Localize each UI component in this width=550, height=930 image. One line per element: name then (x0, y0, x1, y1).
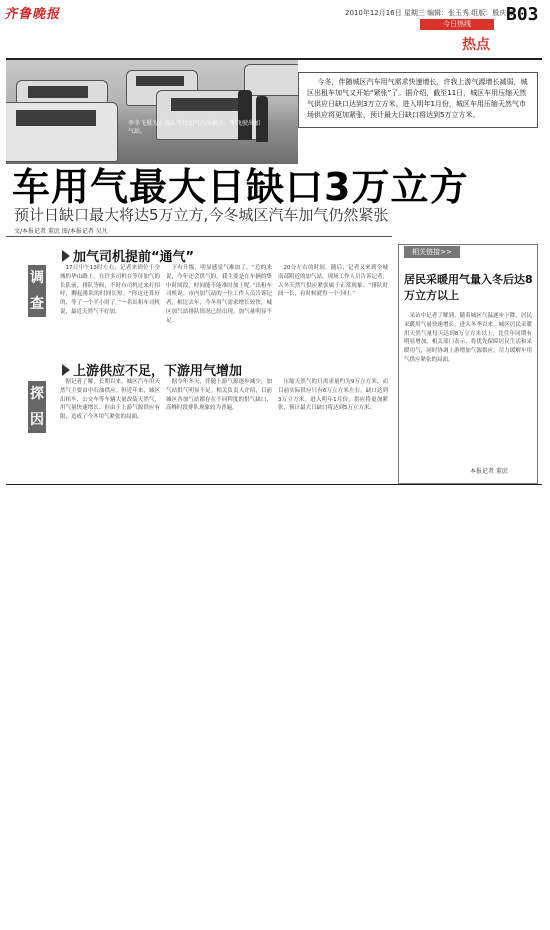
section1-column-3: 20分左右的时间。随后，记者又来到全城南部附近的加气站，现场工作人员告诉记者，入冬天然气供应紧张属于正常现象。“排队时间一长，有时候就得一个小时。” (278, 265, 389, 298)
section2-column-3: 压缩天然气的日需求量约为9万立方米，而目前实际供应只有6万立方米左右，缺口达到3万立方米。进入明年1月份，供应将更加紧张，预计最大日缺口将达到5万立方米。 (278, 379, 388, 412)
section-tag-2 (28, 381, 46, 433)
section-heading-2-text: 上游供应不足，下游用气增加 (73, 364, 243, 379)
triangle-icon (62, 250, 70, 262)
page-number: B03 (506, 4, 539, 25)
section-heading-2 (62, 360, 242, 379)
photo-caption: 李冬飞摄为正排队等待加气的出租车。明飞驶出加气站。 (128, 120, 261, 135)
topic-label: 热点 (462, 37, 490, 53)
headline: 车用气最大日缺口3万立方 (12, 165, 469, 209)
section-tag-2-char: 因 (30, 412, 44, 428)
news-photo (6, 60, 298, 164)
sidebar-author: 本报记者 董庶 (470, 468, 508, 475)
related-links-tab: 相关链接>> (404, 246, 460, 258)
section-heading-1 (62, 246, 194, 265)
section-heading-1-text: 加气司机提前“通气” (73, 250, 195, 265)
section2-column-2: 据今年冬天，伴随上游气源逐步减少，加气站供气明显不足。相关负责人介绍，目前城区各加气站都存在不同程度的供气缺口，高峰时段排队现象较为普遍。 (166, 379, 272, 412)
byline: 文/本报记者 董庶 图/本报记者 吴凡 (14, 228, 108, 235)
section-label: 今日热线 (420, 19, 494, 30)
issue-info: 2010年12月16日 星期三 编辑：张玉秀 组版：殷庆海 (345, 9, 514, 17)
section-tag-1-char: 查 (30, 296, 44, 312)
sidebar-body: 采访中记者了解到，随着城区气温逐步下降，居民采暖用气量快速增长。进入冬季以来，城区居民采暖用天然气量每天达到8万立方米以上，比往年同期有明显增加。相关部门表示，将优先保障居民生活和采暖用气，同时协调上游增加气源供应，尽力缓解车用气供应紧张的局面。 (404, 313, 532, 363)
section1-column-1: 17日中午13时左右，记者来到位于全城的华山路上。在许多司机在等待加气的长队前，排队等候，不时有司机过来打招呼，聊起排队的时间长短。“你这还算好的，等了一个半小时了。”一名出租车司机说，最近天然气不好加。 (60, 265, 160, 315)
divider (6, 236, 392, 237)
sidebar-title: 居民采暖用气量入冬后达8万立方以上 (404, 273, 533, 302)
section-tag-1 (28, 265, 46, 317)
newspaper-logo: 齐鲁晚报 (4, 7, 61, 22)
lead-summary (298, 72, 538, 128)
subheadline: 预计日缺口最大将达5万立方,今冬城区汽车加气仍然紧张 (14, 206, 389, 224)
section1-column-2: 下有升级，明显感觉气难加了。“总的来说，今年还会供气的，我主要是在车辆的集中时间段，时间能不能准时加上呢。”出租车司机说。市内加气站的一位工作人员告诉记者，相比去年，今冬用气需求增长较快，城区加气站排队情况已经出现，加气量明显不足。 (166, 265, 272, 324)
lead-summary-text: 今冬，伴随城区汽车用气需求快速增长，许我上游气源增长减弱，城区出租车加气又开始“紧张”了。据介绍，截至11日，城区车用压缩天然气供应日缺口达到3万立方米。进入明年1月份，城区车用压缩天然气市场供应将更加紧张，预计最大日缺口将达到5万立方米。 (307, 78, 528, 119)
section2-column-1: 据记者了解，长期以来，城区汽车用天然气主要由中石油供应。但近年来，城区出租车、公交车等车辆大量改装天然气，用气量快速增长。但由于上游气源供应有限，造成了今冬用气紧张的局面。 (60, 379, 160, 421)
section-tag-1-char: 调 (30, 270, 44, 286)
section-tag-2-char: 探 (30, 386, 44, 402)
bottom-rule (6, 484, 542, 485)
triangle-icon (62, 364, 70, 376)
